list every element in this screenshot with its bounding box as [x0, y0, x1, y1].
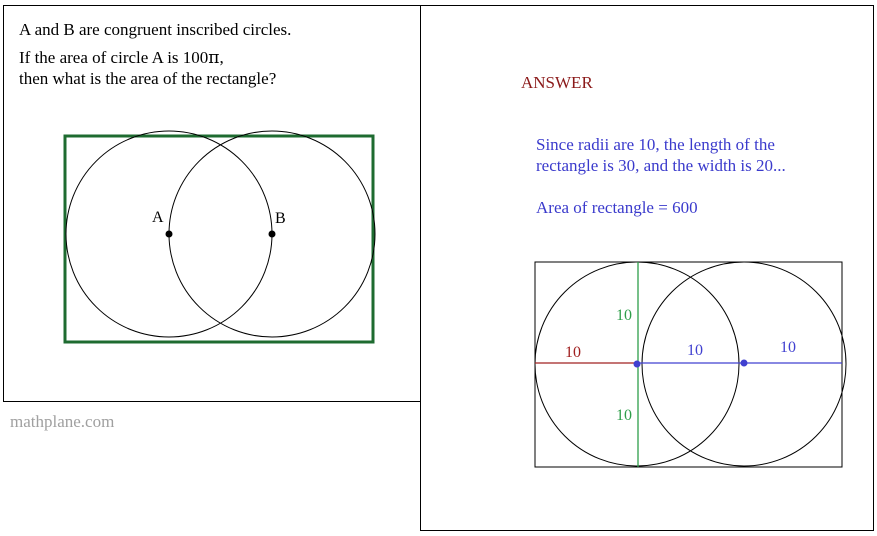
answer-rectangle	[535, 262, 842, 467]
watermark: mathplane.com	[10, 412, 115, 431]
answer-line-1: Since radii are 10, the length of the	[536, 135, 775, 154]
question-panel	[3, 5, 421, 402]
radius-label-middle: 10	[687, 342, 703, 359]
center-a-dot	[166, 231, 173, 238]
radius-label-right: 10	[780, 339, 796, 356]
answer-diagram	[421, 6, 875, 532]
answer-center-b-dot	[741, 360, 748, 367]
label-b: B	[275, 210, 286, 227]
center-b-dot	[269, 231, 276, 238]
question-line-2-prefix: If the area of circle A is 100	[19, 48, 209, 67]
answer-line-3: Area of rectangle = 600	[536, 198, 698, 217]
rectangle	[65, 136, 373, 342]
answer-panel	[420, 5, 874, 531]
answer-heading: ANSWER	[521, 73, 593, 92]
answer-line-2: rectangle is 30, and the width is 20...	[536, 156, 786, 175]
radius-label-left: 10	[565, 344, 581, 361]
question-diagram	[4, 6, 422, 403]
label-a: A	[152, 209, 164, 226]
radius-label-top: 10	[616, 307, 632, 324]
answer-center-a-dot	[634, 361, 641, 368]
question-line-3: then what is the area of the rectangle?	[19, 69, 277, 88]
question-line-1: A and B are congruent inscribed circles.	[19, 20, 292, 39]
pi-symbol: π	[208, 48, 220, 68]
radius-label-bottom: 10	[616, 407, 632, 424]
question-line-2-suffix: ,	[219, 48, 224, 67]
